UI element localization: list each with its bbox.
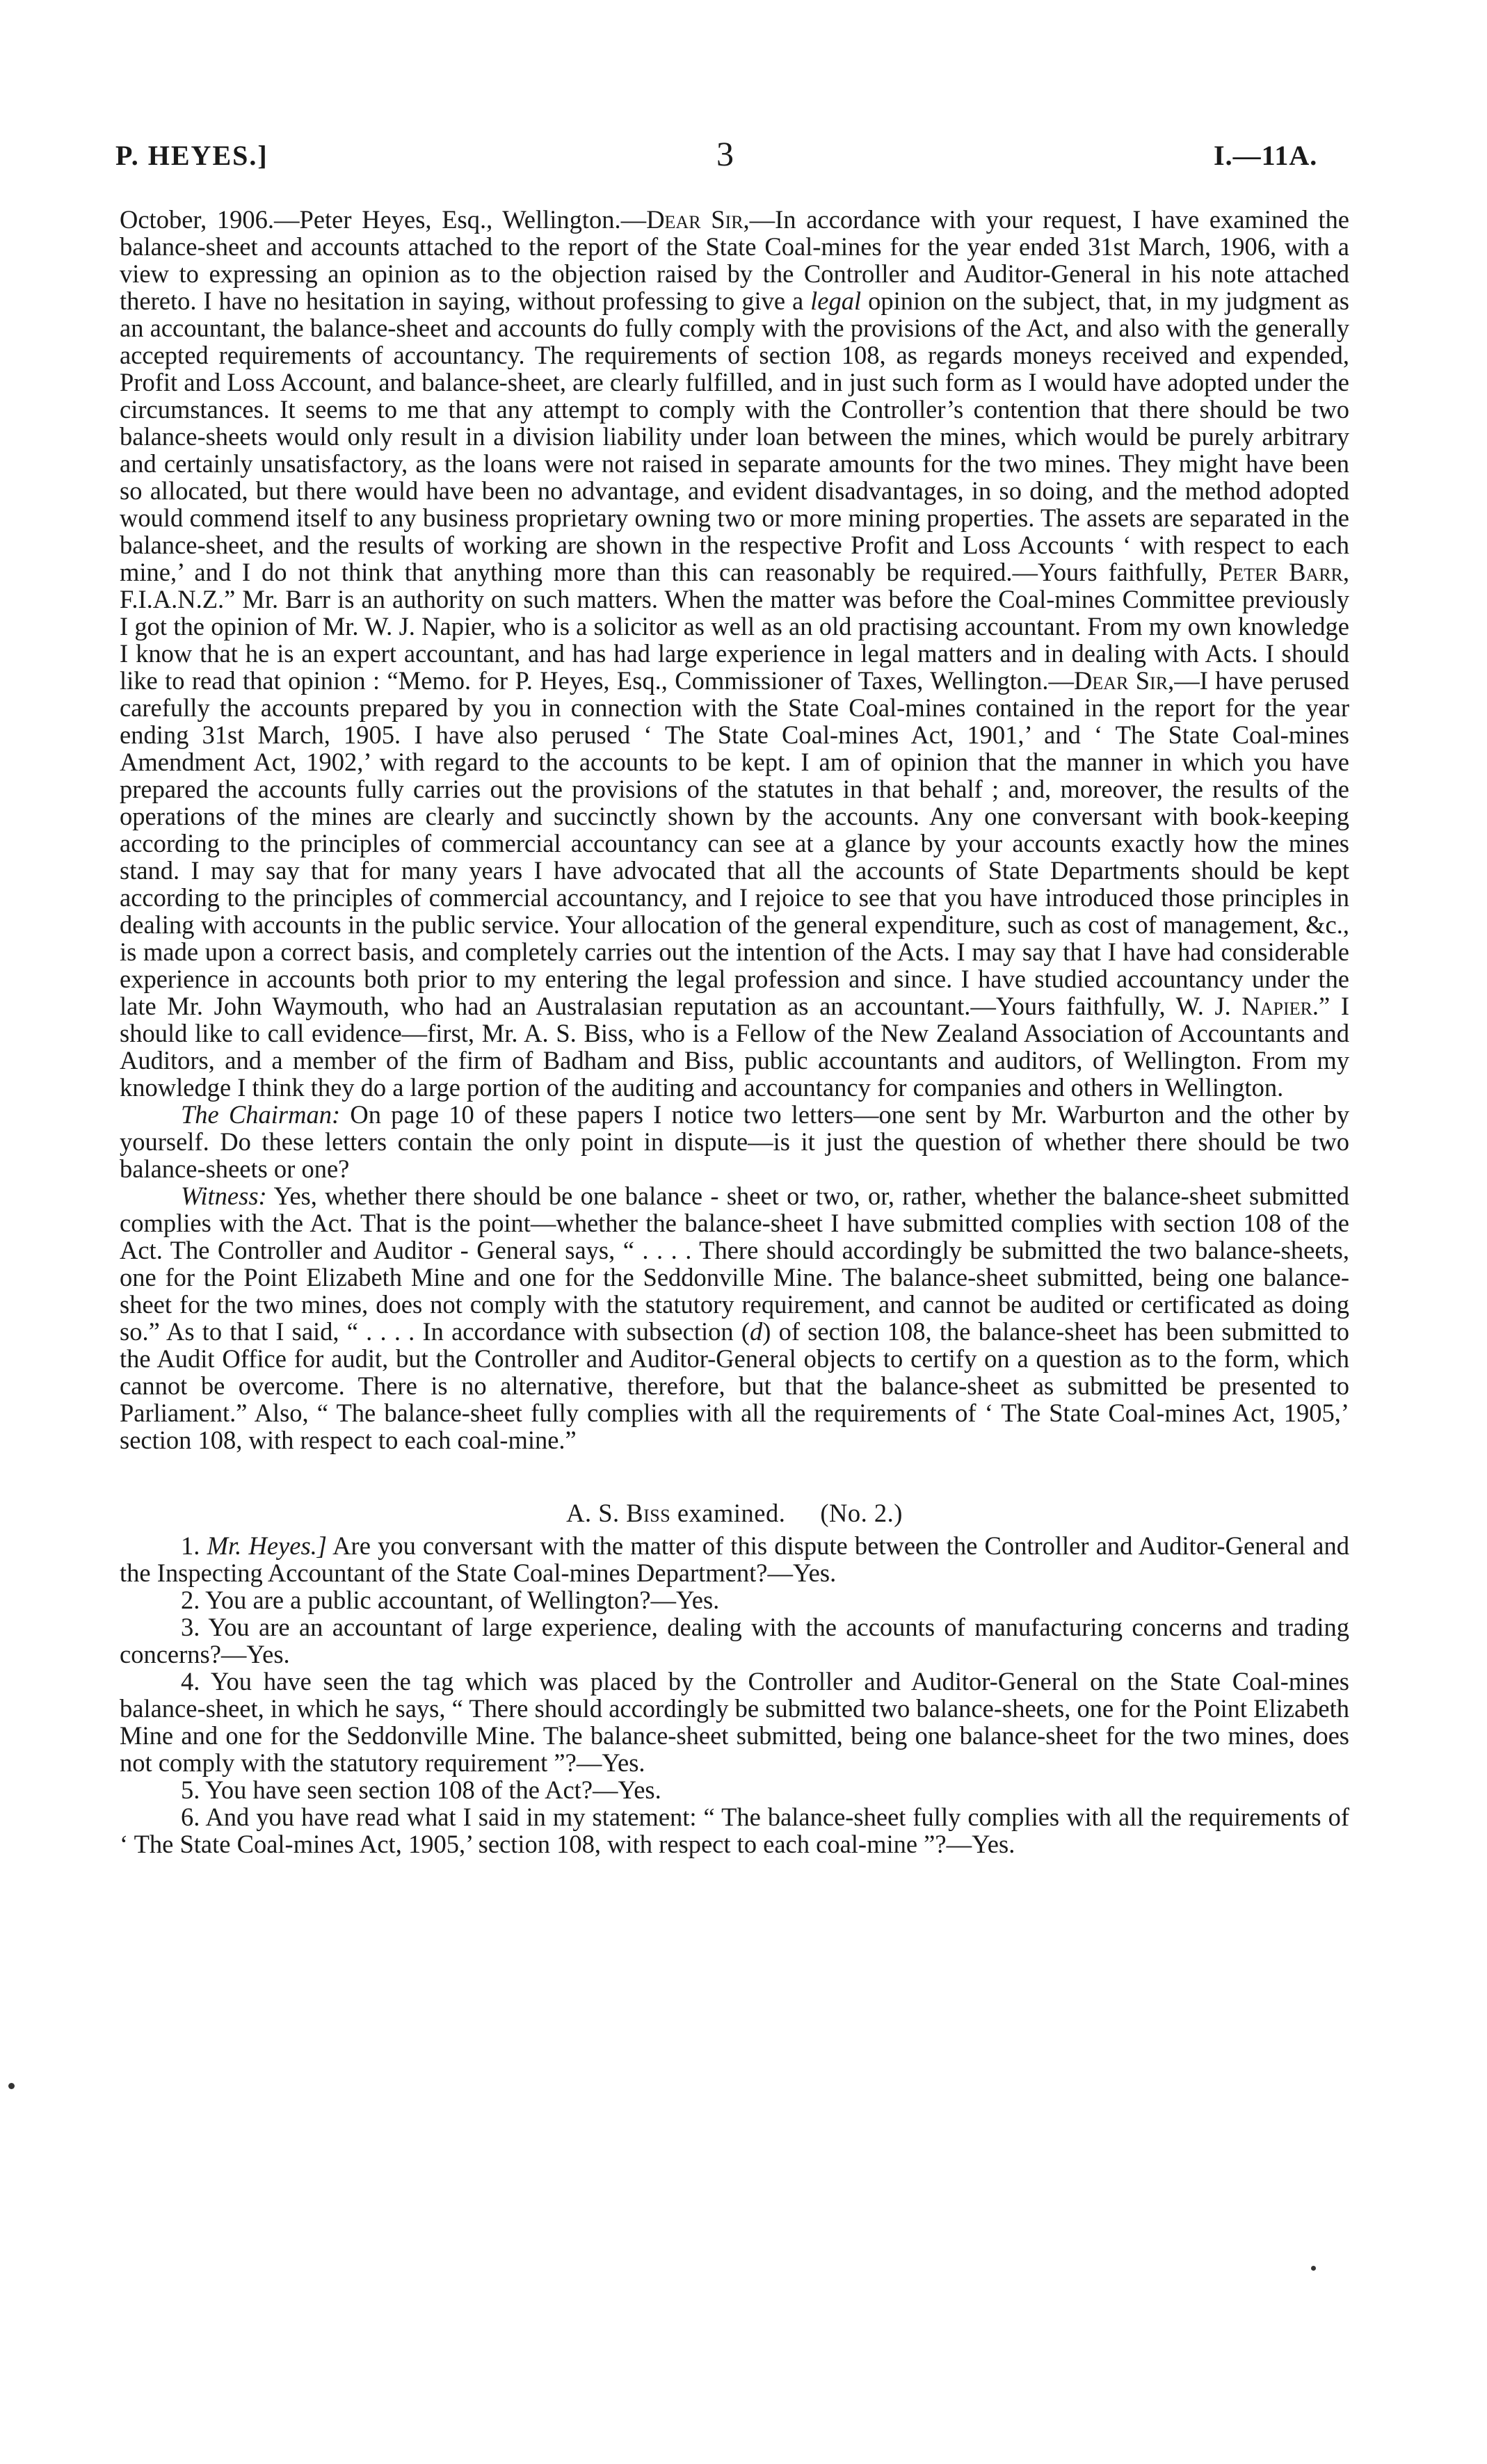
question-item: 5. You have seen section 108 of the Act?—Yes. [181, 1775, 661, 1804]
page-header [0, 134, 1487, 181]
question-item: 4. You have seen the tag which was placed by the Controller and Auditor-General on the State Coal-mines balance-sheet, in which he says, “ There should accordingly be submitted two balance-sheets, one for the Point Elizabeth Mine and one for the Seddonville Mine. The balance-sheet submitted, being one balance-sheet for the two mines, does not comply with the statutory requirement ”?—Yes. [120, 1667, 1349, 1777]
page-body [120, 206, 1349, 1858]
speaker-label: Witness: [181, 1182, 267, 1210]
document-reference: I.—11A. [1214, 140, 1318, 171]
examination-heading: A. S. Biss examined. (No. 2.) [566, 1499, 903, 1527]
margin-speck [1311, 2266, 1316, 2271]
question-item: 1. Mr. Heyes.] Are you conversant with the matter of this dispute between the Controller and Auditor-General and the Inspecting Accountant of the State Coal-mines Department?—Yes. [120, 1531, 1349, 1587]
question-item: 2. You are a public accountant, of Wellington?—Yes. [181, 1586, 720, 1614]
question-item: 6. And you have read what I said in my statement: “ The balance-sheet fully complies with all the requirements of ‘ The State Coal-mines Act, 1905,’ section 108, with respect to each coal-mine ”?—Yes. [120, 1803, 1349, 1858]
question-item: 3. You are an accountant of large experience, dealing with the accounts of manufacturing concerns and trading concerns?—Yes. [120, 1613, 1349, 1668]
margin-speck [8, 2083, 15, 2089]
witness-answer: Witness: Yes, whether there should be one balance - sheet or two, or, rather, whether the balance-sheet submitted complies with the Act. That is the point—whether the balance-sheet I have submitted complies with section 108 of the Act. The Controller and Auditor - General says, “ . . . . There should accordingly be submitted the two balance-sheets, one for the Point Elizabeth Mine and one for the Seddonville Mine. The balance-sheet submitted, being one balance-sheet for the two mines, does not comply with the statutory requirement, and cannot be audited or certificated as doing so.” As to that I said, “ . . . . In accordance with subsection (d) of section 108, the balance-sheet has been submitted to the Audit Office for audit, but the Controller and Auditor-General objects to certify on a question as to the form, which cannot be overcome. There is no alternative, therefore, but that the balance-sheet as submitted be presented to Parliament.” Also, “ The balance-sheet fully complies with all the requirements of ‘ The State Coal-mines Act, 1905,’ section 108, with respect to each coal-mine.” [120, 1182, 1349, 1454]
page-number: 3 [716, 134, 734, 173]
speaker-label: The Chairman: [181, 1100, 341, 1129]
letter-paragraph: October, 1906.—Peter Heyes, Esq., Wellington.—Dear Sir,—In accordance with your request, I have examined the balance-sheet and accounts attached to the report of the State Coal-mines for the year ended 31st March, 1906, with a view to expressing an opinion as to the objection raised by the Controller and Auditor-General in his note attached thereto. I have no hesitation in saying, without professing to give a legal opinion on the subject, that, in my judgment as an accountant, the balance-sheet and accounts do fully comply with the provisions of the Act, and also with the generally accepted requirements of accountancy. The requirements of section 108, as regards moneys received and expended, Profit and Loss Account, and balance-sheet, are clearly fulfilled, and in just such form as I would have adopted under the circumstances. It seems to me that any attempt to comply with the Controller’s contention that there should be two balance-sheets would only result in a division liability under loan between the mines, which would be purely arbitrary and certainly unsatisfactory, as the loans were not raised in separate amounts for the two mines. They might have been so allocated, but there would have been no advantage, and evident disadvantages, in so doing, and the method adopted would commend itself to any business proprietary owning two or more mining properties. The assets are separated in the balance-sheet, and the results of working are shown in the respective Profit and Loss Accounts ‘ with respect to each mine,’ and I do not think that anything more than this can reasonably be required.—Yours faithfully, Peter Barr, F.I.A.N.Z.” Mr. Barr is an authority on such matters. When the matter was before the Coal-mines Committee previously I got the opinion of Mr. W. J. Napier, who is a solicitor as well as an old practising accountant. From my own knowledge I know that he is an expert accountant, and has had large experience in legal matters and in dealing with Acts. I should like to read that opinion : “Memo. for P. Heyes, Esq., Commissioner of Taxes, Wellington.—Dear Sir,—I have perused carefully the accounts prepared by you in connection with the State Coal-mines contained in the report for the year ending 31st March, 1905. I have also perused ‘ The State Coal-mines Act, 1901,’ and ‘ The State Coal-mines Amendment Act, 1902,’ with regard to the accounts to be kept. I am of opinion that the manner in which you have prepared the accounts fully carries out the provisions of the statutes in that behalf ; and, moreover, the results of the operations of the mines are clearly and succinctly shown by the accounts. Any one conversant with book-keeping according to the principles of commercial accountancy can see at a glance by your accounts exactly how the mines stand. I may say that for many years I have advocated that all the accounts of State Departments should be kept according to the principles of commercial accountancy, and I rejoice to see that you have introduced those principles in dealing with accounts in the public service. Your allocation of the general expenditure, such as cost of management, &c., is made upon a correct basis, and completely carries out the intention of the Acts. I may say that I have had considerable experience in accounts both prior to my entering the legal profession and since. I have studied accountancy under the late Mr. John Waymouth, who had an Australasian reputation as an accountant.—Yours faithfully, W. J. Napier.” I should like to call evidence—first, Mr. A. S. Biss, who is a Fellow of the New Zealand Association of Accountants and Auditors, and a member of the firm of Badham and Biss, public accountants and auditors, of Wellington. From my knowledge I think they do a large portion of the auditing and accountancy for companies and others in Wellington. [120, 205, 1350, 1102]
chairman-question: The Chairman: On page 10 of these papers I notice two letters—one sent by Mr. Warburton and the other by yourself. Do these letters contain the only point in dispute—is it just the question of whether there should be two balance-sheets or one? [120, 1100, 1349, 1183]
header-witness-name: P. HEYES.] [115, 140, 268, 171]
